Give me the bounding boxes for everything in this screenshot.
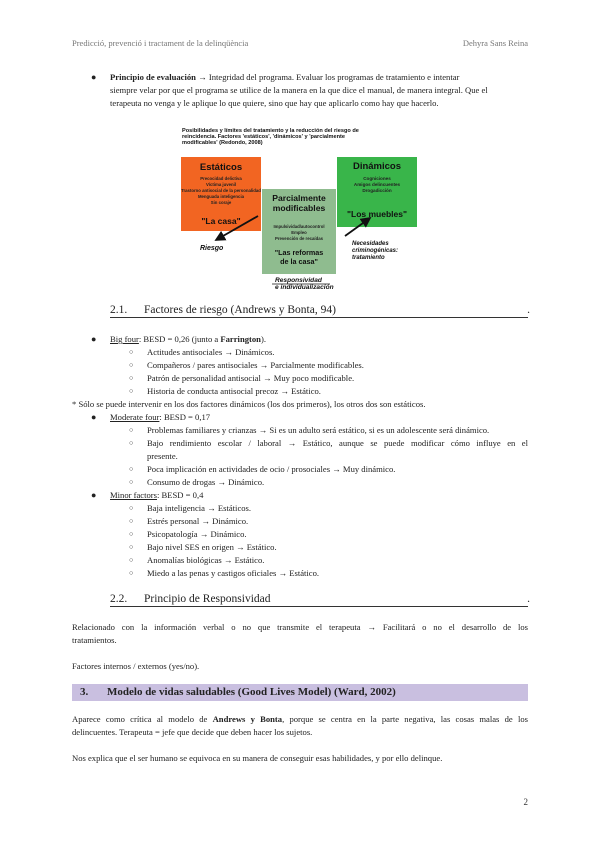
bullet-dot: ●	[91, 334, 97, 344]
minor-factor-item: Psicopatología → Dinámico.	[147, 529, 247, 539]
dynamic-furniture-label: "Los muebles"	[346, 209, 408, 219]
sub-bullet: ○	[129, 361, 134, 369]
partial-title-line1: Parcialmente	[272, 193, 326, 203]
moderate-four-line: Moderate four: BESD = 0,17	[110, 412, 211, 422]
bullet-dot: ●	[91, 72, 97, 82]
static-item: Menguada inteligencia	[197, 194, 245, 199]
minor-factor-item: Estrés personal → Dinámico.	[147, 516, 249, 526]
principle-evaluation-line1: Principio de evaluación → Integridad del programa. Evaluar los programas de tratamiento e intentar	[110, 72, 460, 82]
principle-evaluation-line2: siempre velar por que el programa se utilice de la manera en la que dice el manual, de manera integral. Que el	[110, 85, 488, 95]
moderate-four-item: Problemas familiares y crianzas → Si es un adulto será estático, si es un adolescente será dinámico.	[147, 425, 490, 435]
sub-bullet: ○	[129, 374, 134, 382]
responsivity-paragraph-line1: Relacionado con la información verbal o no que transmite el terapeuta → Facilitará o no el desarrollo de los	[72, 622, 528, 632]
dynamic-title: Dinámicos	[352, 161, 402, 172]
glm-paragraph-2: Nos explica que el ser humano se equivoca en su manera de conseguir esas habilidades, y por ello delinque.	[72, 753, 443, 763]
partial-item: Impulsividad/autocontrol	[273, 224, 325, 229]
big-four-item: Patrón de personalidad antisocial → Muy poco modificable.	[147, 373, 355, 383]
dynamic-item: Amigos delincuentes	[353, 182, 401, 187]
header-author: Dehyra Sans Reina	[462, 38, 528, 48]
bullet-dot: ●	[91, 412, 97, 422]
big-four-item: Historia de conducta antisocial precoz → Estático.	[147, 386, 321, 396]
sub-bullet: ○	[129, 569, 134, 577]
responsivity-paragraph-line2: tratamientos.	[72, 635, 117, 645]
needs-line2: criminogénicas:	[352, 248, 399, 254]
needs-line3: tratamiento	[352, 255, 385, 261]
sub-bullet: ○	[129, 543, 134, 551]
sub-bullet: ○	[129, 556, 134, 564]
minor-factor-item: Anomalías biológicas → Estático.	[147, 555, 265, 565]
partial-reform-line1: "Las reformas	[274, 248, 324, 257]
sub-bullet: ○	[129, 530, 134, 538]
sub-bullet: ○	[129, 478, 134, 486]
partial-item: Empleo	[291, 230, 307, 235]
section-title: Principio de Responsividad	[144, 593, 271, 605]
principle-evaluation-line3: terapeuta no venga y le aplique lo que quiere, sino que hay que aplicarlo como hay que hacerlo.	[110, 98, 439, 108]
static-item: Víctima juvenil	[205, 182, 237, 187]
sub-bullet: ○	[129, 517, 134, 525]
sub-bullet: ○	[129, 504, 134, 512]
static-item: Sin coraje	[210, 200, 232, 205]
static-title: Estáticos	[199, 162, 243, 173]
section-3-heading	[72, 684, 528, 701]
section-end: .	[527, 304, 530, 316]
static-item: Trastorno antisocial de la personalidad	[181, 188, 261, 193]
responsivity-line2: e individualización	[275, 284, 334, 289]
sub-bullet: ○	[129, 465, 134, 473]
page-number: 2	[523, 797, 528, 807]
big-four-item: Compañeros / pares antisociales → Parcialmente modificables.	[147, 360, 364, 370]
minor-factor-item: Baja inteligencia → Estáticos.	[147, 503, 252, 513]
partial-item: Prevención de recaídas	[274, 236, 324, 241]
big-four-item: Actitudes antisociales → Dinámicos.	[147, 347, 275, 357]
note-dynamic-factors: * Sólo se puede intervenir en los dos factores dinámicos (los dos primeros), los otros dos son estáticos.	[72, 399, 426, 409]
needs-line1: Necesidades	[352, 241, 389, 247]
dynamic-item: Drogadicción	[362, 188, 392, 193]
figure-title-line2: reincidencia. Factores 'estáticos', 'dinámicos' y 'parcialmente	[182, 134, 346, 140]
glm-paragraph-line2: delincuentes. Terapeuta = jefe que decide que deben hacer los sujetos.	[72, 727, 313, 737]
section-number: 2.2.	[110, 593, 128, 605]
static-item: Precocidad delictiva	[200, 176, 242, 181]
big-four-line: Big four: BESD = 0,26 (junto a Farrington).	[110, 334, 266, 344]
big-four-label: Big four	[110, 334, 139, 344]
partial-reform-line2: de la casa"	[280, 257, 318, 266]
sub-bullet: ○	[129, 426, 134, 434]
moderate-four-label: Moderate four	[110, 412, 160, 422]
moderate-four-item-continued: presente.	[147, 451, 178, 461]
bullet-dot: ●	[91, 490, 97, 500]
header-course-title: Predicció, prevenció i tractament de la delinqüència	[72, 38, 249, 48]
figure-title-line3: modificables' (Redondo, 2008)	[182, 140, 263, 146]
section-2-1-heading	[110, 303, 528, 318]
partial-title-line2: modificables	[272, 203, 326, 213]
sub-bullet: ○	[129, 439, 134, 447]
minor-factor-item: Bajo nivel SES en origen → Estático.	[147, 542, 277, 552]
figure-title-line1: Posibilidades y límites del tratamiento y la reducción del riesgo de	[182, 128, 359, 134]
risk-factors-diagram	[180, 124, 420, 289]
minor-factor-item: Miedo a las penas y castigos oficiales → Estático.	[147, 568, 320, 578]
section-number: 2.1.	[110, 304, 128, 316]
section-end: .	[527, 593, 530, 605]
moderate-four-item: Bajo rendimiento escolar / laboral → Estático, aunque se puede modificar cómo influye en el	[147, 438, 528, 448]
glm-paragraph-line1: Aparece como crítica al modelo de Andrews y Bonta, porque se centra en la parte negativa, las cosas malas de los	[72, 714, 528, 724]
minor-factors-line: Minor factors: BESD = 0,4	[110, 490, 204, 500]
dynamic-item: Cogniciones	[363, 176, 391, 181]
minor-factors-label: Minor factors	[110, 490, 158, 500]
risk-label: Riesgo	[200, 245, 224, 252]
moderate-four-item: Poca implicación en actividades de ocio / prosociales → Muy dinámico.	[147, 464, 396, 474]
section-title: Factores de riesgo (Andrews y Bonta, 94)	[144, 304, 336, 316]
section-title: Modelo de vidas saludables (Good Lives Model) (Ward, 2002)	[107, 686, 396, 698]
responsivity-line1: Responsividad	[275, 277, 322, 284]
section-2-2-heading	[110, 592, 528, 607]
moderate-four-item: Consumo de drogas → Dinámico.	[147, 477, 265, 487]
section-number: 3.	[80, 686, 89, 698]
principle-evaluation-bold: Principio de evaluación	[110, 72, 196, 82]
sub-bullet: ○	[129, 387, 134, 395]
static-house-label: "La casa"	[201, 216, 241, 226]
sub-bullet: ○	[129, 348, 134, 356]
risk-factors-figure	[180, 124, 420, 289]
internal-external-factors: Factores internos / externos (yes/no).	[72, 661, 200, 671]
